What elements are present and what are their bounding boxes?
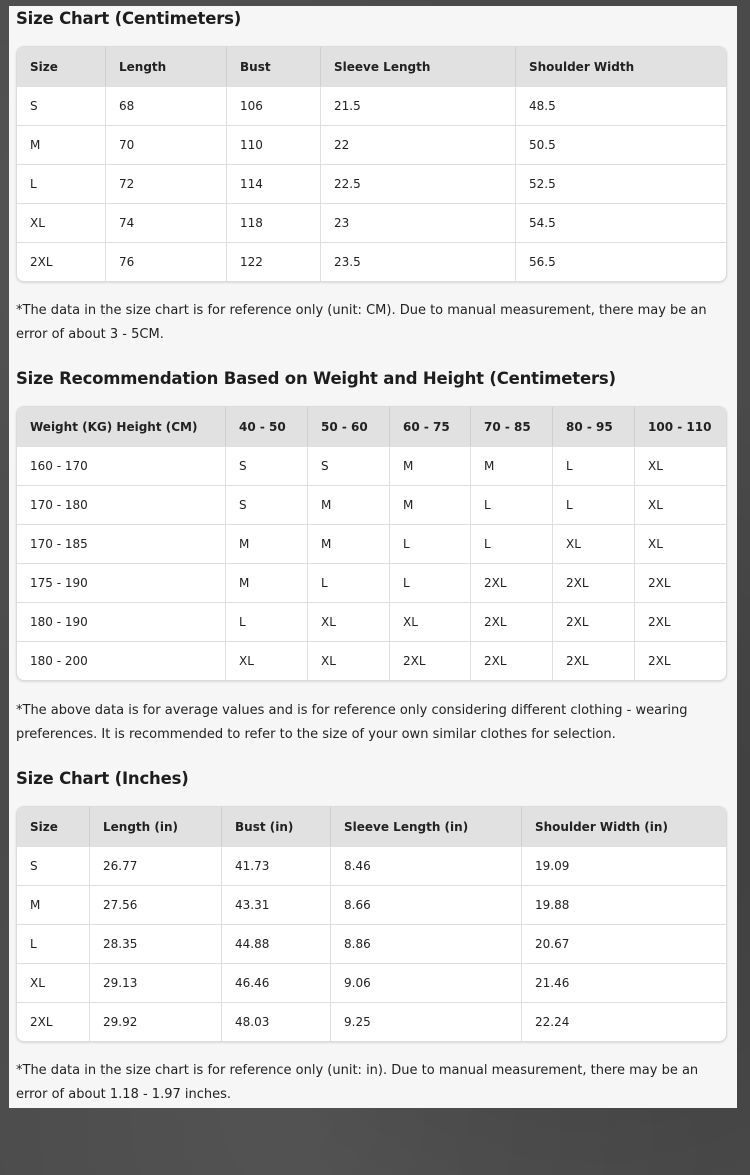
- table-cell: M: [308, 524, 390, 563]
- table-cell: 180 - 200: [17, 641, 226, 680]
- table-cell: 122: [227, 242, 321, 281]
- column-header: Weight (KG) Height (CM): [17, 407, 226, 446]
- size-chart-inches-table: [16, 806, 727, 1042]
- column-header: 60 - 75: [390, 407, 471, 446]
- table-cell: M: [17, 125, 106, 164]
- table-cell: S: [226, 446, 308, 485]
- section-title-cm: Size Chart (Centimeters): [16, 9, 242, 28]
- table-cell: 44.88: [222, 924, 331, 963]
- table-cell: M: [226, 563, 308, 602]
- section-title-inches: Size Chart (Inches): [16, 769, 189, 788]
- table-header-row: [17, 47, 726, 86]
- table-cell: S: [17, 86, 106, 125]
- table-cell: M: [308, 485, 390, 524]
- table-cell: 110: [227, 125, 321, 164]
- column-header: Length: [106, 47, 227, 86]
- table-row: [17, 164, 726, 203]
- table-cell: 22.24: [522, 1002, 726, 1041]
- table-cell: M: [17, 885, 90, 924]
- table-cell: 2XL: [17, 1002, 90, 1041]
- table-cell: L: [553, 446, 635, 485]
- table-cell: 2XL: [17, 242, 106, 281]
- table-row: [17, 485, 726, 524]
- column-header: Shoulder Width (in): [522, 807, 726, 846]
- table-cell: 68: [106, 86, 227, 125]
- column-header: Bust (in): [222, 807, 331, 846]
- table-cell: 170 - 185: [17, 524, 226, 563]
- table-cell: 76: [106, 242, 227, 281]
- table-cell: 2XL: [553, 602, 635, 641]
- column-header: 50 - 60: [308, 407, 390, 446]
- column-header: Length (in): [90, 807, 222, 846]
- table-row: [17, 963, 726, 1002]
- table-cell: 8.46: [331, 846, 522, 885]
- table-cell: XL: [17, 963, 90, 1002]
- table-cell: 56.5: [516, 242, 726, 281]
- table-cell: 2XL: [553, 641, 635, 680]
- table-cell: M: [390, 485, 471, 524]
- table-cell: 8.66: [331, 885, 522, 924]
- column-header: Size: [17, 807, 90, 846]
- column-header: Sleeve Length: [321, 47, 516, 86]
- table-cell: M: [471, 446, 553, 485]
- reference-note-inches: *The data in the size chart is for reference only (unit: in). Due to manual measurement, there may be an error of about 1.18 - 1.97 inches.: [16, 1063, 699, 1102]
- table-cell: 2XL: [471, 641, 553, 680]
- table-header-row: [17, 807, 726, 846]
- column-header: Bust: [227, 47, 321, 86]
- table-cell: 2XL: [553, 563, 635, 602]
- table-row: [17, 1002, 726, 1041]
- table-header-row: [17, 407, 726, 446]
- table-cell: 43.31: [222, 885, 331, 924]
- size-chart-cm-table: [16, 46, 727, 282]
- table-cell: 175 - 190: [17, 563, 226, 602]
- table-cell: 72: [106, 164, 227, 203]
- table-cell: XL: [308, 641, 390, 680]
- table-cell: S: [308, 446, 390, 485]
- table-cell: XL: [635, 524, 726, 563]
- table-cell: XL: [635, 485, 726, 524]
- column-header: Shoulder Width: [516, 47, 726, 86]
- table-row: [17, 86, 726, 125]
- table-row: [17, 524, 726, 563]
- table-cell: 22: [321, 125, 516, 164]
- table-cell: M: [226, 524, 308, 563]
- table-cell: 106: [227, 86, 321, 125]
- table-cell: 9.25: [331, 1002, 522, 1041]
- column-header: 40 - 50: [226, 407, 308, 446]
- table-cell: 8.86: [331, 924, 522, 963]
- table-cell: 19.88: [522, 885, 726, 924]
- table-cell: 23: [321, 203, 516, 242]
- table-cell: 2XL: [635, 602, 726, 641]
- table-cell: 48.03: [222, 1002, 331, 1041]
- table-cell: L: [471, 524, 553, 563]
- column-header: Size: [17, 47, 106, 86]
- table-cell: 52.5: [516, 164, 726, 203]
- column-header: 100 - 110: [635, 407, 726, 446]
- recommendation-note: *The above data is for average values and is for reference only considering different clothing - wearing preferences. It is recommended to refer to the size of your own similar clothes for selection.: [16, 703, 688, 742]
- table-cell: S: [226, 485, 308, 524]
- table-cell: 180 - 190: [17, 602, 226, 641]
- table-cell: 50.5: [516, 125, 726, 164]
- table-cell: 28.35: [90, 924, 222, 963]
- table-cell: L: [471, 485, 553, 524]
- section-title-recommendation: Size Recommendation Based on Weight and Height (Centimeters): [16, 369, 616, 388]
- table-cell: 29.13: [90, 963, 222, 1002]
- table-cell: 170 - 180: [17, 485, 226, 524]
- table-cell: 114: [227, 164, 321, 203]
- table-cell: 46.46: [222, 963, 331, 1002]
- table-row: [17, 846, 726, 885]
- table-cell: 54.5: [516, 203, 726, 242]
- table-row: [17, 446, 726, 485]
- table-cell: XL: [635, 446, 726, 485]
- table-cell: 48.5: [516, 86, 726, 125]
- table-row: [17, 641, 726, 680]
- table-row: [17, 885, 726, 924]
- table-cell: 21.46: [522, 963, 726, 1002]
- table-cell: XL: [308, 602, 390, 641]
- table-cell: 27.56: [90, 885, 222, 924]
- table-cell: L: [390, 524, 471, 563]
- column-header: 80 - 95: [553, 407, 635, 446]
- table-row: [17, 602, 726, 641]
- table-cell: 2XL: [635, 563, 726, 602]
- table-cell: 118: [227, 203, 321, 242]
- table-row: [17, 563, 726, 602]
- table-cell: 2XL: [471, 602, 553, 641]
- table-cell: L: [390, 563, 471, 602]
- table-cell: L: [226, 602, 308, 641]
- table-cell: 26.77: [90, 846, 222, 885]
- size-guide-panel: [9, 6, 737, 1108]
- table-cell: L: [553, 485, 635, 524]
- table-cell: 22.5: [321, 164, 516, 203]
- table-cell: XL: [553, 524, 635, 563]
- table-cell: 20.67: [522, 924, 726, 963]
- table-cell: S: [17, 846, 90, 885]
- size-recommendation-table: [16, 406, 727, 681]
- table-cell: 160 - 170: [17, 446, 226, 485]
- table-cell: XL: [17, 203, 106, 242]
- table-cell: L: [17, 924, 90, 963]
- table-cell: 2XL: [471, 563, 553, 602]
- table-cell: XL: [390, 602, 471, 641]
- table-cell: 29.92: [90, 1002, 222, 1041]
- table-row: [17, 203, 726, 242]
- table-cell: L: [17, 164, 106, 203]
- table-cell: XL: [226, 641, 308, 680]
- table-cell: 41.73: [222, 846, 331, 885]
- reference-note: *The data in the size chart is for reference only (unit: CM). Due to manual measurement, there may be an error of about 3 - 5CM.: [16, 303, 707, 342]
- table-cell: 21.5: [321, 86, 516, 125]
- table-cell: 70: [106, 125, 227, 164]
- table-cell: M: [390, 446, 471, 485]
- table-cell: L: [308, 563, 390, 602]
- table-row: [17, 125, 726, 164]
- table-cell: 19.09: [522, 846, 726, 885]
- column-header: Sleeve Length (in): [331, 807, 522, 846]
- table-cell: 2XL: [635, 641, 726, 680]
- table-cell: 74: [106, 203, 227, 242]
- table-row: [17, 924, 726, 963]
- table-cell: 2XL: [390, 641, 471, 680]
- table-cell: 9.06: [331, 963, 522, 1002]
- table-row: [17, 242, 726, 281]
- column-header: 70 - 85: [471, 407, 553, 446]
- table-cell: 23.5: [321, 242, 516, 281]
